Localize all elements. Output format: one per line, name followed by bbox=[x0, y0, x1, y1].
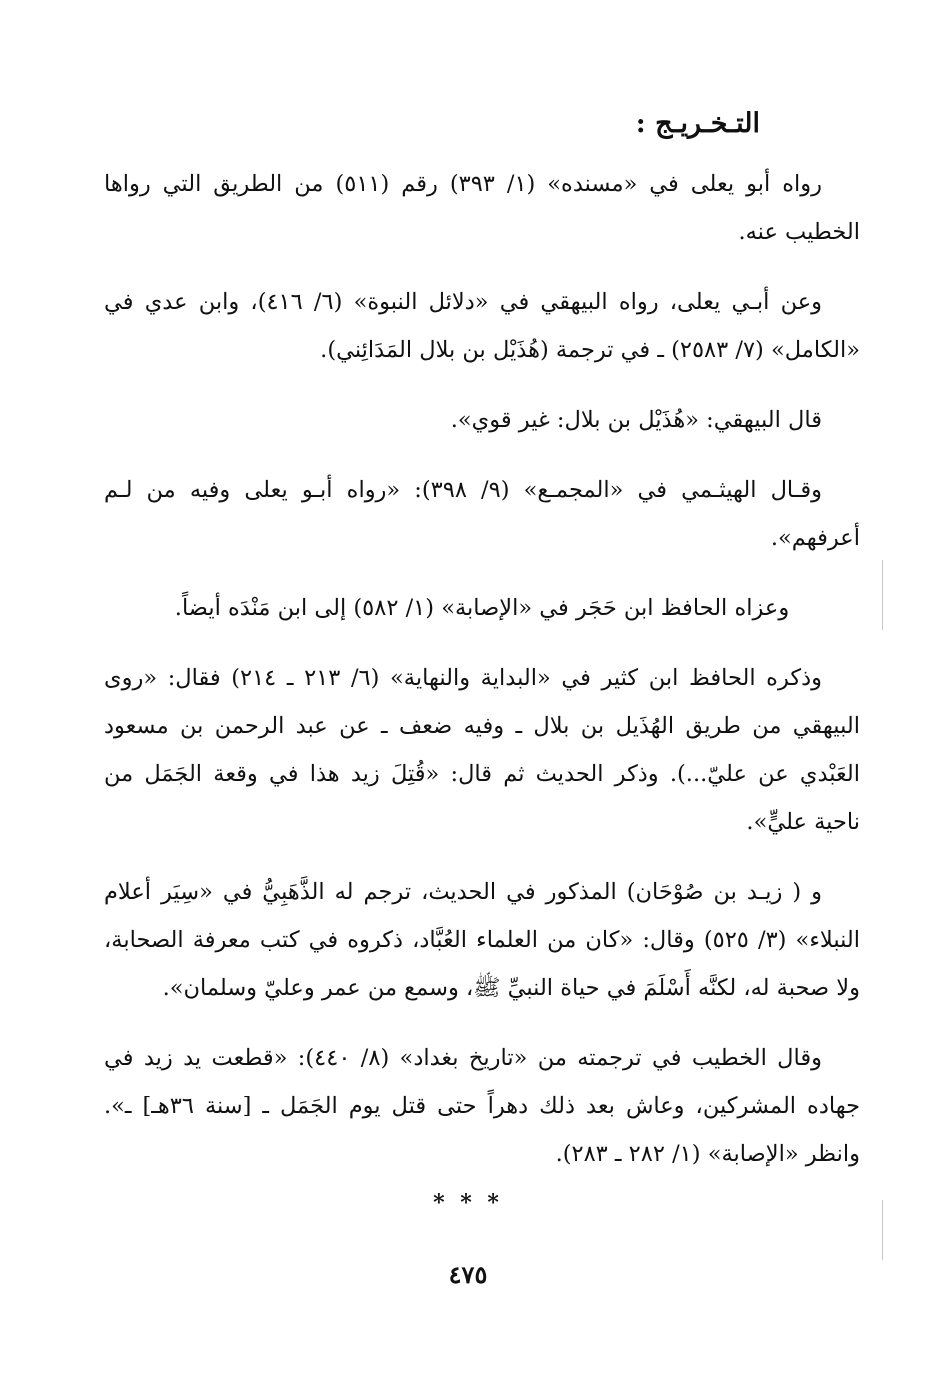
paragraph-7: و ( زيـد بن صُوْحَان) المذكور في الحديث، ترجم له الذَّهَبِيُّ في «سِيَر أعلام النبلاء» (٣/ ٥٢٥) وقال: «كان من العلماء العُبَّاد، ذكروه في كتب معرفة الصحابة، ولا صحبة له، لكنَّه أَسْلَمَ في حياة النبيِّ ﷺ، وسمع من عمر وعليّ وسلمان». bbox=[104, 879, 861, 1001]
paragraph-5: وعزاه الحافظ ابن حَجَر في «الإصابة» (١/ ٥٨٢) إلى ابن مَنْدَه أيضاً. bbox=[174, 595, 790, 621]
body-text bbox=[104, 160, 860, 1200]
scan-edge-mark bbox=[882, 1200, 883, 1260]
paragraph-6: وذكره الحافظ ابن كثير في «البداية والنهاية» (٦/ ٢١٣ ـ ٢١٤) فقال: «روى البيهقي من طريق الهُذَيل بن بلال ـ وفيه ضعف ـ عن عبد الرحمن بن مسعود العَبْدي عن عليّ...). وذكر الحديث ثم قال: «قُتِلَ زيد هذا في وقعة الجَمَل من ناحية عليٍّ». bbox=[104, 665, 860, 835]
scan-edge-mark bbox=[882, 560, 883, 630]
section-separator: * * * bbox=[433, 1190, 503, 1216]
paragraph-2: وعن أبـي يعلى، رواه البيهقي في «دلائل النبوة» (٦/ ٤١٦)، وابن عدي في «الكامل» (٧/ ٢٥٨٣) ـ في ترجمة (هُذَيْل بن بلال المَدَائِني). bbox=[104, 289, 860, 363]
section-heading: التـخـريـج : bbox=[635, 108, 760, 139]
paragraph-3: قال البيهقي: «هُذَيْل بن بلال: غير قوي». bbox=[450, 407, 822, 433]
paragraph-1: رواه أبو يعلى في «مسنده» (١/ ٣٩٣) رقم (٥١١) من الطريق التي رواها الخطيب عنه. bbox=[104, 171, 860, 245]
page-number: ٤٧٥ bbox=[448, 1260, 488, 1289]
paragraph-4: وقـال الهيثـمي في «المجمـع» (٩/ ٣٩٨): «رواه أبـو يعلى وفيه من لـم أعرفهم». bbox=[104, 477, 860, 551]
paragraph-8: وقال الخطيب في ترجمته من «تاريخ بغداد» (٨/ ٤٤٠): «قطعت يد زيد في جهاده المشركين، وعاش بعد ذلك دهراً حتى قتل يوم الجَمَل ـ [سنة ٣٦هـ] ـ». وانظر «الإصابة» (١/ ٢٨٢ ـ ٢٨٣). bbox=[104, 1045, 861, 1167]
